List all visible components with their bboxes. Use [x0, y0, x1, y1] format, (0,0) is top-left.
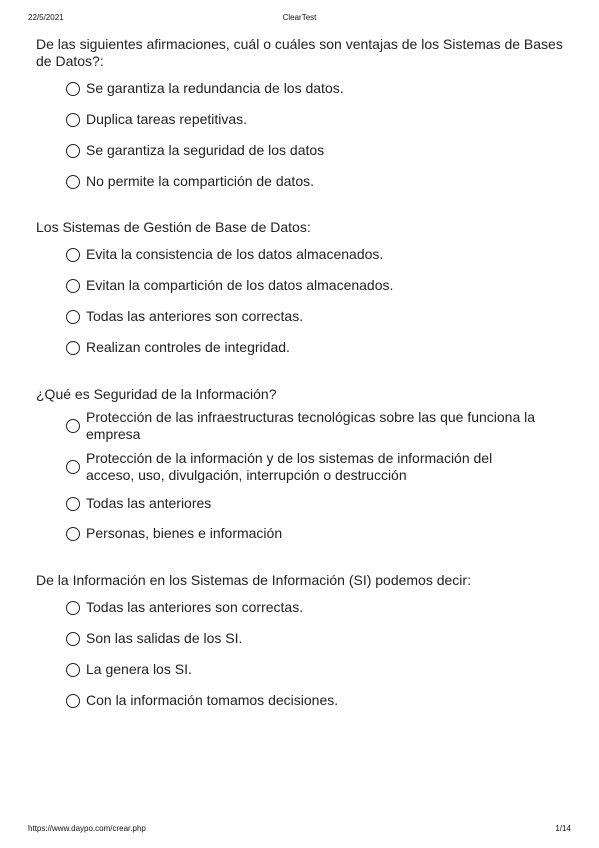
option-label: Protección de la información y de los sistemas de información del acceso, uso, divulgación, interrupción o destrucción — [86, 450, 493, 483]
radio-icon[interactable] — [66, 279, 80, 293]
question-1 — [36, 36, 566, 189]
radio-icon[interactable] — [66, 632, 80, 646]
option-label: Con la información tomamos decisiones. — [86, 692, 339, 708]
page-number: 1/14 — [555, 824, 571, 833]
option-1d[interactable] — [66, 173, 536, 190]
option-4c[interactable] — [66, 661, 536, 678]
radio-icon[interactable] — [66, 460, 80, 474]
radio-icon[interactable] — [66, 310, 80, 324]
page-header-title: ClearTest — [282, 13, 317, 22]
option-label: Evitan la compartición de los datos almacenados. — [86, 277, 394, 293]
radio-icon[interactable] — [66, 601, 80, 615]
option-3c[interactable] — [66, 495, 536, 512]
option-3d[interactable] — [66, 525, 536, 542]
option-4b[interactable] — [66, 630, 536, 647]
radio-icon[interactable] — [66, 175, 80, 189]
option-label: Duplica tareas repetitivas. — [86, 111, 248, 127]
radio-icon[interactable] — [66, 663, 80, 677]
radio-icon[interactable] — [66, 419, 80, 433]
radio-icon[interactable] — [66, 527, 80, 541]
question-3 — [36, 386, 566, 541]
question-2 — [36, 219, 566, 355]
radio-icon[interactable] — [66, 497, 80, 511]
option-label: Se garantiza la seguridad de los datos — [86, 142, 325, 158]
radio-icon[interactable] — [66, 341, 80, 355]
option-label: Todas las anteriores son correctas. — [86, 599, 304, 615]
print-date: 22/5/2021 — [28, 13, 64, 22]
option-label: No permite la compartición de datos. — [86, 173, 314, 189]
option-label: Todas las anteriores — [86, 495, 212, 511]
radio-icon[interactable] — [66, 248, 80, 262]
question-text: Los Sistemas de Gestión de Base de Datos: — [36, 219, 311, 235]
option-2c[interactable] — [66, 308, 536, 325]
radio-icon[interactable] — [66, 113, 80, 127]
option-label: Realizan controles de integridad. — [86, 339, 290, 355]
page-url: https://www.daypo.com/crear.php — [28, 824, 146, 833]
option-label: Protección de las infraestructuras tecnológicas sobre las que funciona la empresa — [86, 409, 536, 442]
option-label: Son las salidas de los SI. — [86, 630, 243, 646]
option-4d[interactable] — [66, 692, 536, 709]
radio-icon[interactable] — [66, 82, 80, 96]
option-1c[interactable] — [66, 142, 536, 159]
option-label: Evita la consistencia de los datos almacenados. — [86, 246, 384, 262]
option-label: Personas, bienes e información — [86, 525, 283, 541]
question-text: De la Información en los Sistemas de Información (SI) podemos decir: — [36, 572, 471, 588]
option-3a[interactable] — [66, 409, 536, 443]
option-1b[interactable] — [66, 111, 536, 128]
question-4 — [36, 572, 566, 708]
option-2a[interactable] — [66, 246, 536, 263]
radio-icon[interactable] — [66, 144, 80, 158]
question-text: De las siguientes afirmaciones, cuál o cuáles son ventajas de los Sistemas de Bases de Datos?: — [36, 36, 563, 69]
option-label: La genera los SI. — [86, 661, 192, 677]
option-label: Todas las anteriores son correctas. — [86, 308, 304, 324]
option-3b[interactable] — [66, 450, 536, 484]
option-label: Se garantiza la redundancia de los datos. — [86, 80, 344, 96]
option-1a[interactable] — [66, 80, 536, 97]
question-text: ¿Qué es Seguridad de la Información? — [36, 386, 277, 402]
option-2d[interactable] — [66, 339, 536, 356]
radio-icon[interactable] — [66, 694, 80, 708]
option-4a[interactable] — [66, 599, 536, 616]
option-2b[interactable] — [66, 277, 536, 294]
